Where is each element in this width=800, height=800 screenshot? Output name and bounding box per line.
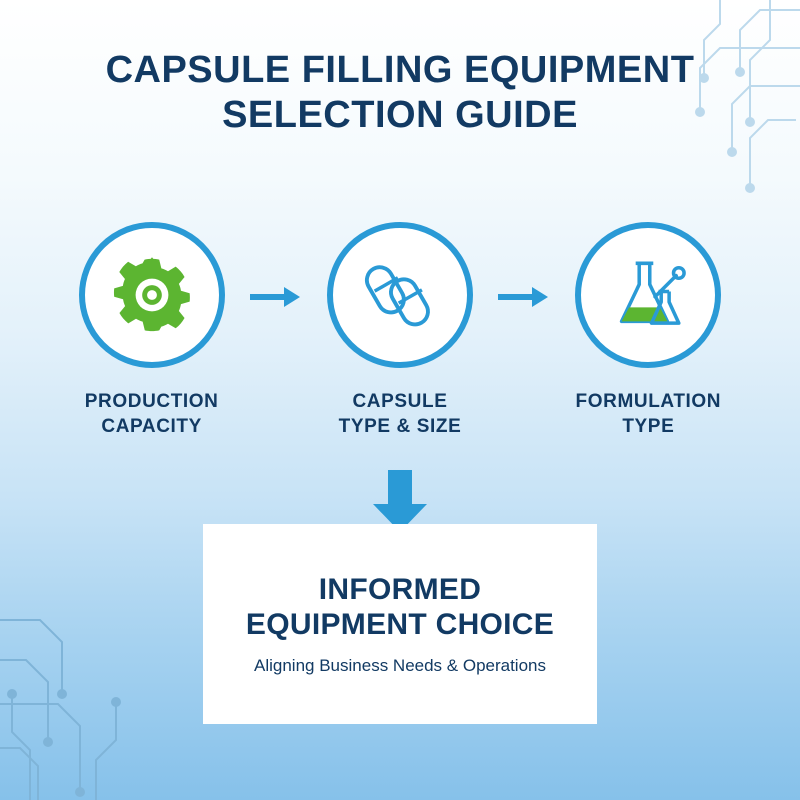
page-title <box>0 48 800 138</box>
result-card <box>203 524 597 724</box>
capsules-icon <box>357 252 443 338</box>
step-label <box>85 390 219 439</box>
step-label-line-1: FORMULATION <box>575 391 722 412</box>
step-label-line-1: CAPSULE <box>352 391 448 412</box>
step-label-line-2: TYPE & SIZE <box>338 415 462 437</box>
step-production-capacity <box>60 222 243 439</box>
flask-icon <box>604 251 692 339</box>
step-icon-circle <box>327 222 473 368</box>
connector-arrow-2 <box>492 284 557 310</box>
result-subtitle: Aligning Business Needs & Operations <box>254 656 546 676</box>
result-title-line-1: INFORMED <box>318 572 482 606</box>
step-capsule-type-size <box>308 222 491 439</box>
gear-icon <box>111 254 193 336</box>
step-label-line-2: TYPE <box>622 415 675 437</box>
title-line-1: CAPSULE FILLING EQUIPMENT <box>105 49 695 91</box>
result-title <box>246 572 554 643</box>
step-label <box>576 390 722 439</box>
step-formulation-type <box>557 222 740 439</box>
step-label-line-1: PRODUCTION <box>84 391 219 412</box>
step-icon-circle <box>79 222 225 368</box>
step-icon-circle <box>575 222 721 368</box>
result-title-line-2: EQUIPMENT CHOICE <box>245 608 555 641</box>
arrow-right-icon <box>498 284 550 310</box>
circuit-pattern-bottom-left <box>0 600 190 800</box>
title-line-2: SELECTION GUIDE <box>222 93 578 136</box>
step-label-line-2: CAPACITY <box>101 415 202 437</box>
connector-arrow-1 <box>243 284 308 310</box>
steps-row <box>60 222 740 439</box>
step-label <box>339 390 462 439</box>
arrow-right-icon <box>250 284 302 310</box>
